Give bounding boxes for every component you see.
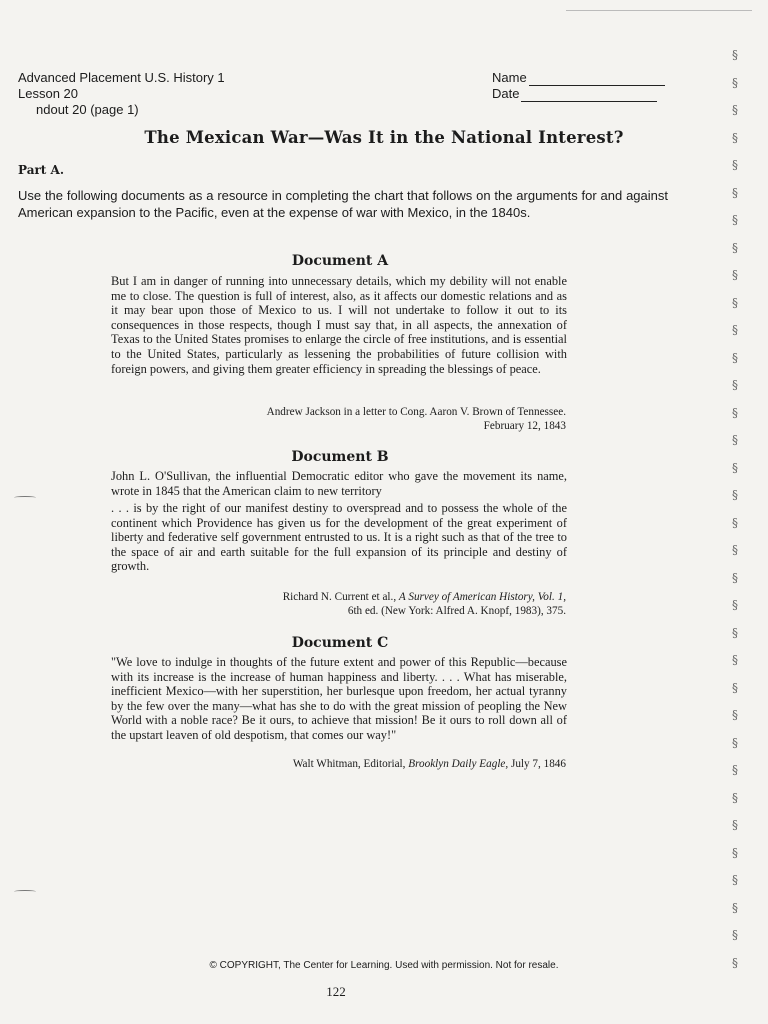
binding-hole-mark: § bbox=[732, 378, 738, 392]
binding-hole-mark: § bbox=[732, 295, 738, 310]
binding-hole-mark: § bbox=[732, 515, 738, 530]
document-c-cite-date: July 7, 1846 bbox=[510, 758, 566, 770]
binding-hole-mark: § bbox=[732, 103, 738, 117]
document-a-title: Document A bbox=[291, 253, 389, 269]
document-b-cite-title: A Survey of American History, Vol. 1, bbox=[398, 591, 566, 603]
date-label: Date bbox=[492, 86, 520, 101]
document-c-cite-title: Brooklyn Daily Eagle, bbox=[408, 758, 509, 770]
header-left bbox=[18, 70, 225, 118]
binding-hole-mark: § bbox=[732, 790, 738, 805]
date-blank bbox=[521, 89, 657, 102]
binding-hole-mark: § bbox=[732, 543, 738, 557]
course-name: Advanced Placement U.S. History 1 bbox=[18, 70, 225, 85]
lesson-number: Lesson 20 bbox=[18, 86, 78, 101]
document-b-cite-line2: 6th ed. (New York: Alfred A. Knopf, 1983), 375. bbox=[347, 605, 566, 617]
binding-hole-mark: § bbox=[732, 75, 738, 90]
page-number: 122 bbox=[326, 984, 346, 999]
binding-hole-mark: § bbox=[732, 570, 738, 585]
binding-hole-mark: § bbox=[732, 130, 738, 145]
copyright-notice: © COPYRIGHT, The Center for Learning. Used with permission. Not for resale. bbox=[209, 960, 559, 971]
binding-hole-mark: § bbox=[732, 598, 738, 612]
binding-hole-mark: § bbox=[732, 708, 738, 722]
binding-hole-mark: § bbox=[732, 460, 738, 475]
margin-mark bbox=[14, 890, 36, 893]
instructions: Use the following documents as a resource in completing the chart that follows on the arguments for and against American expansion to the Pacific, even at the expense of war with Mexico, in the 1840s. bbox=[18, 188, 668, 220]
document-b-cite-author: Richard N. Current et al., bbox=[282, 591, 397, 603]
document-b-citation bbox=[283, 590, 566, 618]
document-b-title: Document B bbox=[291, 449, 389, 465]
binding-hole-mark: § bbox=[732, 350, 738, 365]
binding-hole-mark: § bbox=[732, 185, 738, 200]
document-c-text: "We love to indulge in thoughts of the future extent and power of this Republic—because with its increase is the increase of human happiness and liberty. . . . What has miserable, inefficient Mexico—with her superstition, her burlesque upon freedom, her actual tyranny by the few over the many—what has she to do with the great mission of peopling the New World with a noble race? Be it ours, to achieve that mission! Be it ours to roll down all of the upstart leaven of old despotism, that comes our way!" bbox=[111, 655, 567, 742]
margin-mark bbox=[14, 496, 36, 499]
top-scan-line bbox=[566, 10, 752, 11]
binding-hole-mark: § bbox=[732, 735, 738, 750]
name-blank bbox=[529, 73, 665, 86]
document-c-title: Document C bbox=[291, 635, 389, 651]
binding-hole-mark: § bbox=[732, 625, 738, 640]
binding-hole-mark: § bbox=[732, 48, 738, 62]
binding-hole-mark: § bbox=[732, 680, 738, 695]
binding-hole-mark: § bbox=[732, 763, 738, 777]
document-c-citation bbox=[293, 757, 566, 771]
binding-hole-mark: § bbox=[732, 240, 738, 255]
binding-hole-mark: § bbox=[732, 873, 738, 887]
binding-hole-mark: § bbox=[732, 653, 738, 667]
binding-hole-mark: § bbox=[732, 818, 738, 832]
document-b-intro: John L. O'Sullivan, the influential Democratic editor who gave the movement its name, wrote in 1845 that the American claim to new territory bbox=[111, 469, 567, 498]
binding-hole-mark: § bbox=[732, 900, 738, 915]
document-a-cite-line2: February 12, 1843 bbox=[483, 420, 566, 432]
handout-label: ndout 20 (page 1) bbox=[36, 102, 139, 117]
binding-hole-mark: § bbox=[732, 268, 738, 282]
binding-holes bbox=[722, 48, 752, 1008]
binding-hole-mark: § bbox=[732, 405, 738, 420]
document-c-cite-author: Walt Whitman, Editorial, bbox=[292, 758, 406, 770]
document-b-cite-line1 bbox=[283, 590, 566, 604]
binding-hole-mark: § bbox=[732, 158, 738, 172]
document-a-text: But I am in danger of running into unnecessary details, which my debility will not enable me to close. The question is full of interest, also, as it affects our domestic relations and as it may bear upon those of Mexico to us. I will not undertake to follow it out to its consequences in those respects, though I must say that, in all aspects, the annexation of Texas to the United States promises to enlarge the circle of free institutions, and is essential to the United States, particularly as lessening the probabilities of future collision with foreign powers, and giving them greater efficiency in spreading the blessings of peace. bbox=[111, 274, 567, 376]
name-field bbox=[492, 70, 665, 86]
binding-hole-mark: § bbox=[732, 488, 738, 502]
date-field bbox=[492, 86, 665, 102]
page-title: The Mexican War—Was It in the National Interest? bbox=[144, 128, 624, 147]
part-heading: Part A. bbox=[18, 163, 65, 177]
document-a-citation bbox=[267, 405, 566, 433]
name-label: Name bbox=[492, 70, 527, 85]
binding-hole-mark: § bbox=[732, 928, 738, 942]
header-right bbox=[492, 70, 665, 102]
binding-hole-mark: § bbox=[732, 955, 738, 970]
document-a-cite-line1: Andrew Jackson in a letter to Cong. Aaron V. Brown of Tennessee. bbox=[266, 406, 566, 418]
document-b-text: . . . is by the right of our manifest destiny to overspread and to possess the whole of the continent which Providence has given us for the development of the great experiment of liberty and federative self government entrusted to us. It is a right such as that of the tree to the space of air and earth suitable for the full expansion of its principle and destiny of growth. bbox=[111, 501, 567, 574]
binding-hole-mark: § bbox=[732, 213, 738, 227]
binding-hole-mark: § bbox=[732, 845, 738, 860]
binding-hole-mark: § bbox=[732, 323, 738, 337]
binding-hole-mark: § bbox=[732, 433, 738, 447]
